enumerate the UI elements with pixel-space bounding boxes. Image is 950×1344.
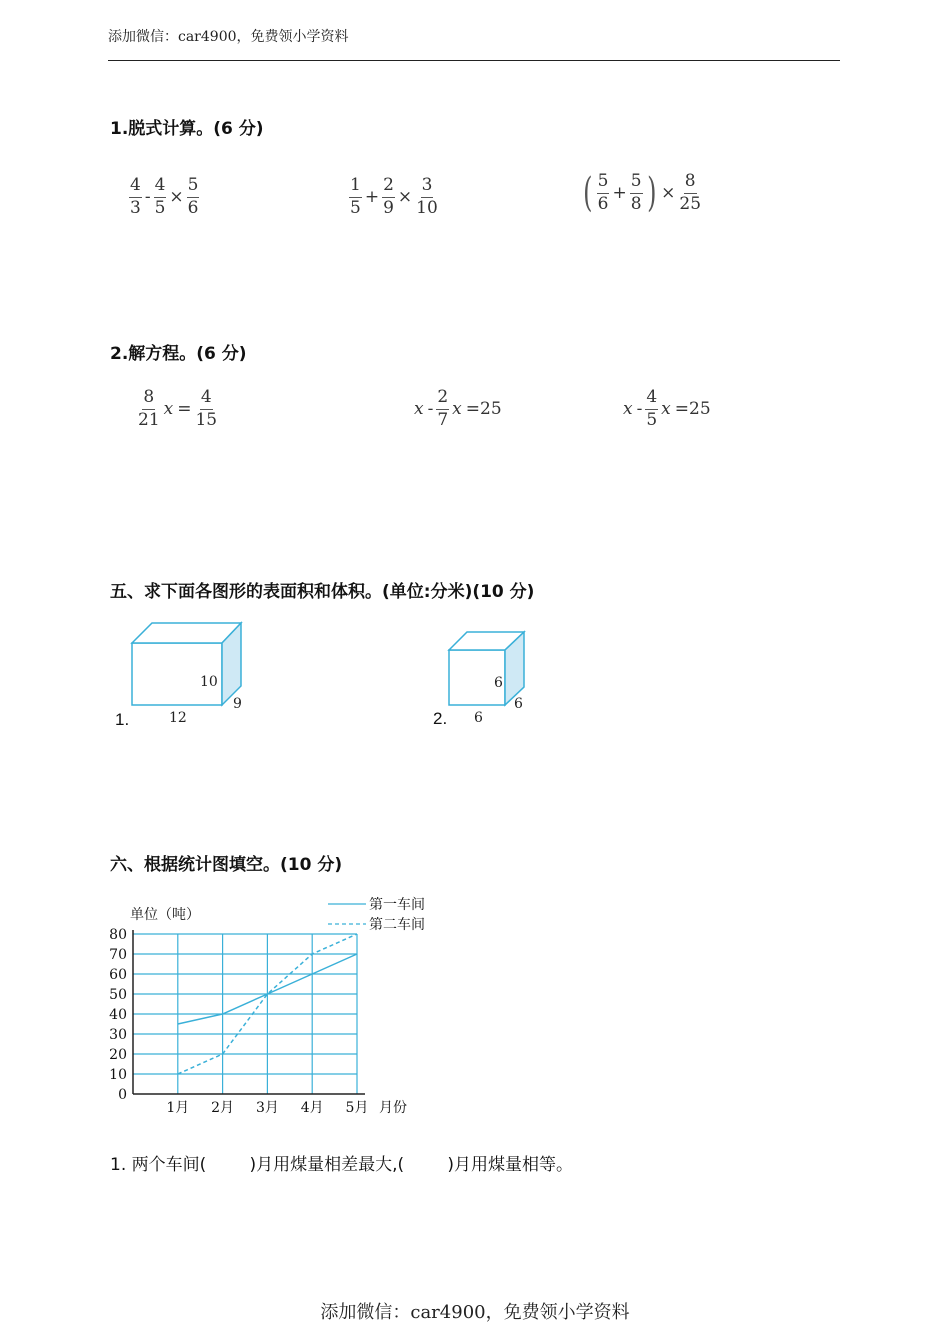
figure-index: 2. [433,709,448,728]
y-tick-label: 80 [109,927,127,943]
equation-2: x - $\frac{2}{7}$ x =25 [414,387,502,430]
footer-watermark: 添加微信：car4900，免费领小学资料 [320,1302,630,1323]
y-tick-label: 40 [109,1007,127,1023]
fraction: $\frac{2}{7}$ [437,387,449,430]
fraction: $\frac{4}{3}$ [130,175,141,218]
fraction: $\frac{3}{10}$ [416,175,438,218]
line-chart [100,888,450,1118]
cuboid-figure [110,618,260,730]
length-label: 12 [169,710,187,726]
y-tick-label: 60 [109,967,127,983]
equation-3: x - $\frac{4}{5}$ x =25 [623,387,711,430]
cube-figure [430,628,540,730]
x-tick-label: 2月 [211,1100,235,1116]
fraction: $\frac{5}{6}$ [187,175,199,218]
figure-index: 1. [115,710,130,729]
y-tick-label: 70 [109,947,127,963]
y-axis-label: 单位（吨） [130,907,200,923]
y-tick-label: 20 [109,1047,127,1063]
x-tick-label: 3月 [255,1100,279,1116]
x-tick-label: 1月 [166,1100,190,1116]
height-label: 10 [200,674,218,690]
fraction: $\frac{5}{8}$ [630,171,642,214]
calc-problem-2: $\frac{1}{5}$ + $\frac{2}{9}$ × $\frac{3}{10}$ [350,175,438,218]
y-tick-label: 50 [109,987,127,1003]
width-label: 6 [514,696,523,712]
fraction: $\frac{4}{15}$ [195,387,218,430]
header-divider [108,60,840,61]
section5-title: 五、求下面各图形的表面积和体积。(单位:分米)(10 分) [110,582,535,602]
header-watermark: 添加微信：car4900，免费领小学资料 [108,29,349,45]
x-tick-label: 4月 [300,1100,324,1116]
fraction: $\frac{8}{25}$ [679,171,702,214]
fraction: $\frac{1}{5}$ [350,175,361,218]
width-label: 9 [233,696,242,712]
section1-title: 1.脱式计算。(6 分) [110,119,264,139]
y-tick-label: 10 [109,1067,127,1083]
equation-1: $\frac{8}{21}$ x = $\frac{4}{15}$ [138,387,218,430]
fraction: $\frac{5}{6}$ [597,171,609,214]
x-tick-label: 5月 [345,1100,369,1116]
legend-label: 第二车间 [369,917,425,933]
height-label: 6 [494,675,503,691]
fraction: $\frac{2}{9}$ [383,175,394,218]
fill-question-1: 1. 两个车间( )月用煤量相差最大,( )月用煤量相等。 [110,1155,574,1175]
fraction: $\frac{8}{21}$ [138,387,160,430]
length-label: 6 [474,710,483,726]
legend-label: 第一车间 [369,897,425,913]
section2-title: 2.解方程。(6 分) [110,344,247,364]
calc-problem-3: ( $\frac{5}{6}$ + $\frac{5}{8}$ ) × $\frac{8}{25}$ [583,170,702,217]
y-tick-label: 0 [118,1087,127,1103]
x-axis-label: 月份 [379,1100,407,1116]
section6-title: 六、根据统计图填空。(10 分) [110,855,343,875]
fraction: $\frac{4}{5}$ [646,387,658,430]
fraction: $\frac{4}{5}$ [154,175,166,218]
calc-problem-1: $\frac{4}{3}$ - $\frac{4}{5}$ × $\frac{5}{6}$ [130,175,199,218]
y-tick-label: 30 [109,1027,127,1043]
